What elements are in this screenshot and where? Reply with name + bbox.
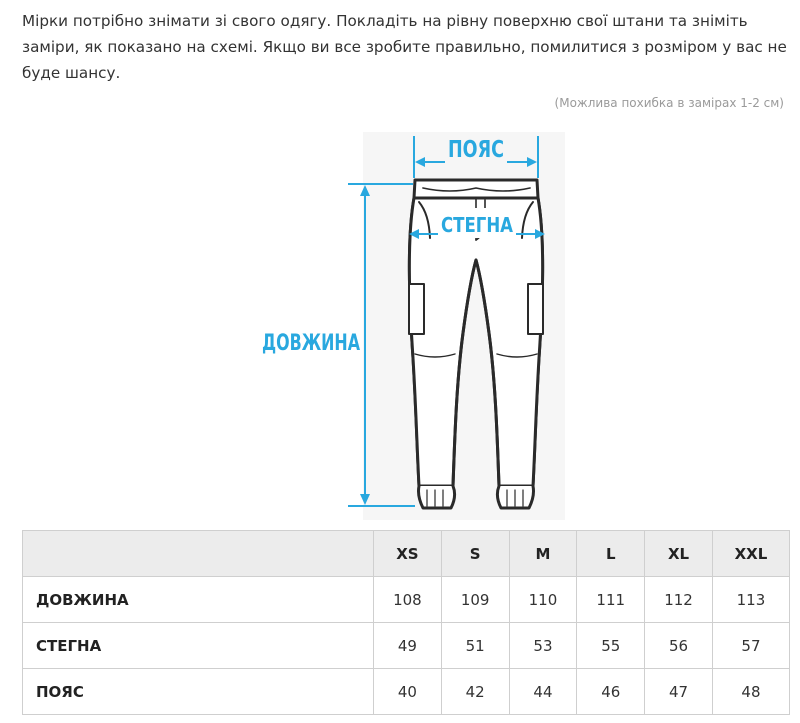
size-header-s: S <box>441 531 509 577</box>
table-cell: 109 <box>441 577 509 623</box>
table-cell: 108 <box>374 577 442 623</box>
row-label-hips: СТЕГНА <box>23 623 374 669</box>
measurement-note: (Можлива похибка в замірах 1-2 см) <box>554 96 784 110</box>
size-header-xxl: XXL <box>712 531 789 577</box>
size-table-header <box>23 531 790 577</box>
table-cell: 42 <box>441 669 509 715</box>
row-label-length: ДОВЖИНА <box>23 577 374 623</box>
measurement-diagram <box>245 128 565 520</box>
table-cell: 40 <box>374 669 442 715</box>
table-cell: 111 <box>577 577 645 623</box>
hips-label: СТЕГНА <box>441 213 514 237</box>
waist-label: ПОЯС <box>448 137 504 163</box>
table-cell: 110 <box>509 577 577 623</box>
table-cell: 47 <box>645 669 713 715</box>
size-table <box>22 530 790 715</box>
table-cell: 112 <box>645 577 713 623</box>
table-row <box>23 623 790 669</box>
table-cell: 46 <box>577 669 645 715</box>
table-cell: 53 <box>509 623 577 669</box>
table-cell: 49 <box>374 623 442 669</box>
size-header-l: L <box>577 531 645 577</box>
table-cell: 56 <box>645 623 713 669</box>
table-cell: 57 <box>712 623 789 669</box>
table-cell: 48 <box>712 669 789 715</box>
row-label-waist: ПОЯС <box>23 669 374 715</box>
length-label: ДОВЖИНА <box>262 331 361 356</box>
table-cell: 55 <box>577 623 645 669</box>
size-header-xs: XS <box>374 531 442 577</box>
size-header-xl: XL <box>645 531 713 577</box>
header-corner <box>23 531 374 577</box>
intro-text: Мірки потрібно знімати зі свого одягу. Покладіть на рівну поверхню свої штани та зніміть заміри, як показано на схемі. Якщо ви все зробите правильно, помилитися з розміром у вас не буде шансу. <box>22 12 787 82</box>
table-row <box>23 669 790 715</box>
table-cell: 113 <box>712 577 789 623</box>
table-row <box>23 577 790 623</box>
size-header-m: M <box>509 531 577 577</box>
table-cell: 51 <box>441 623 509 669</box>
table-cell: 44 <box>509 669 577 715</box>
